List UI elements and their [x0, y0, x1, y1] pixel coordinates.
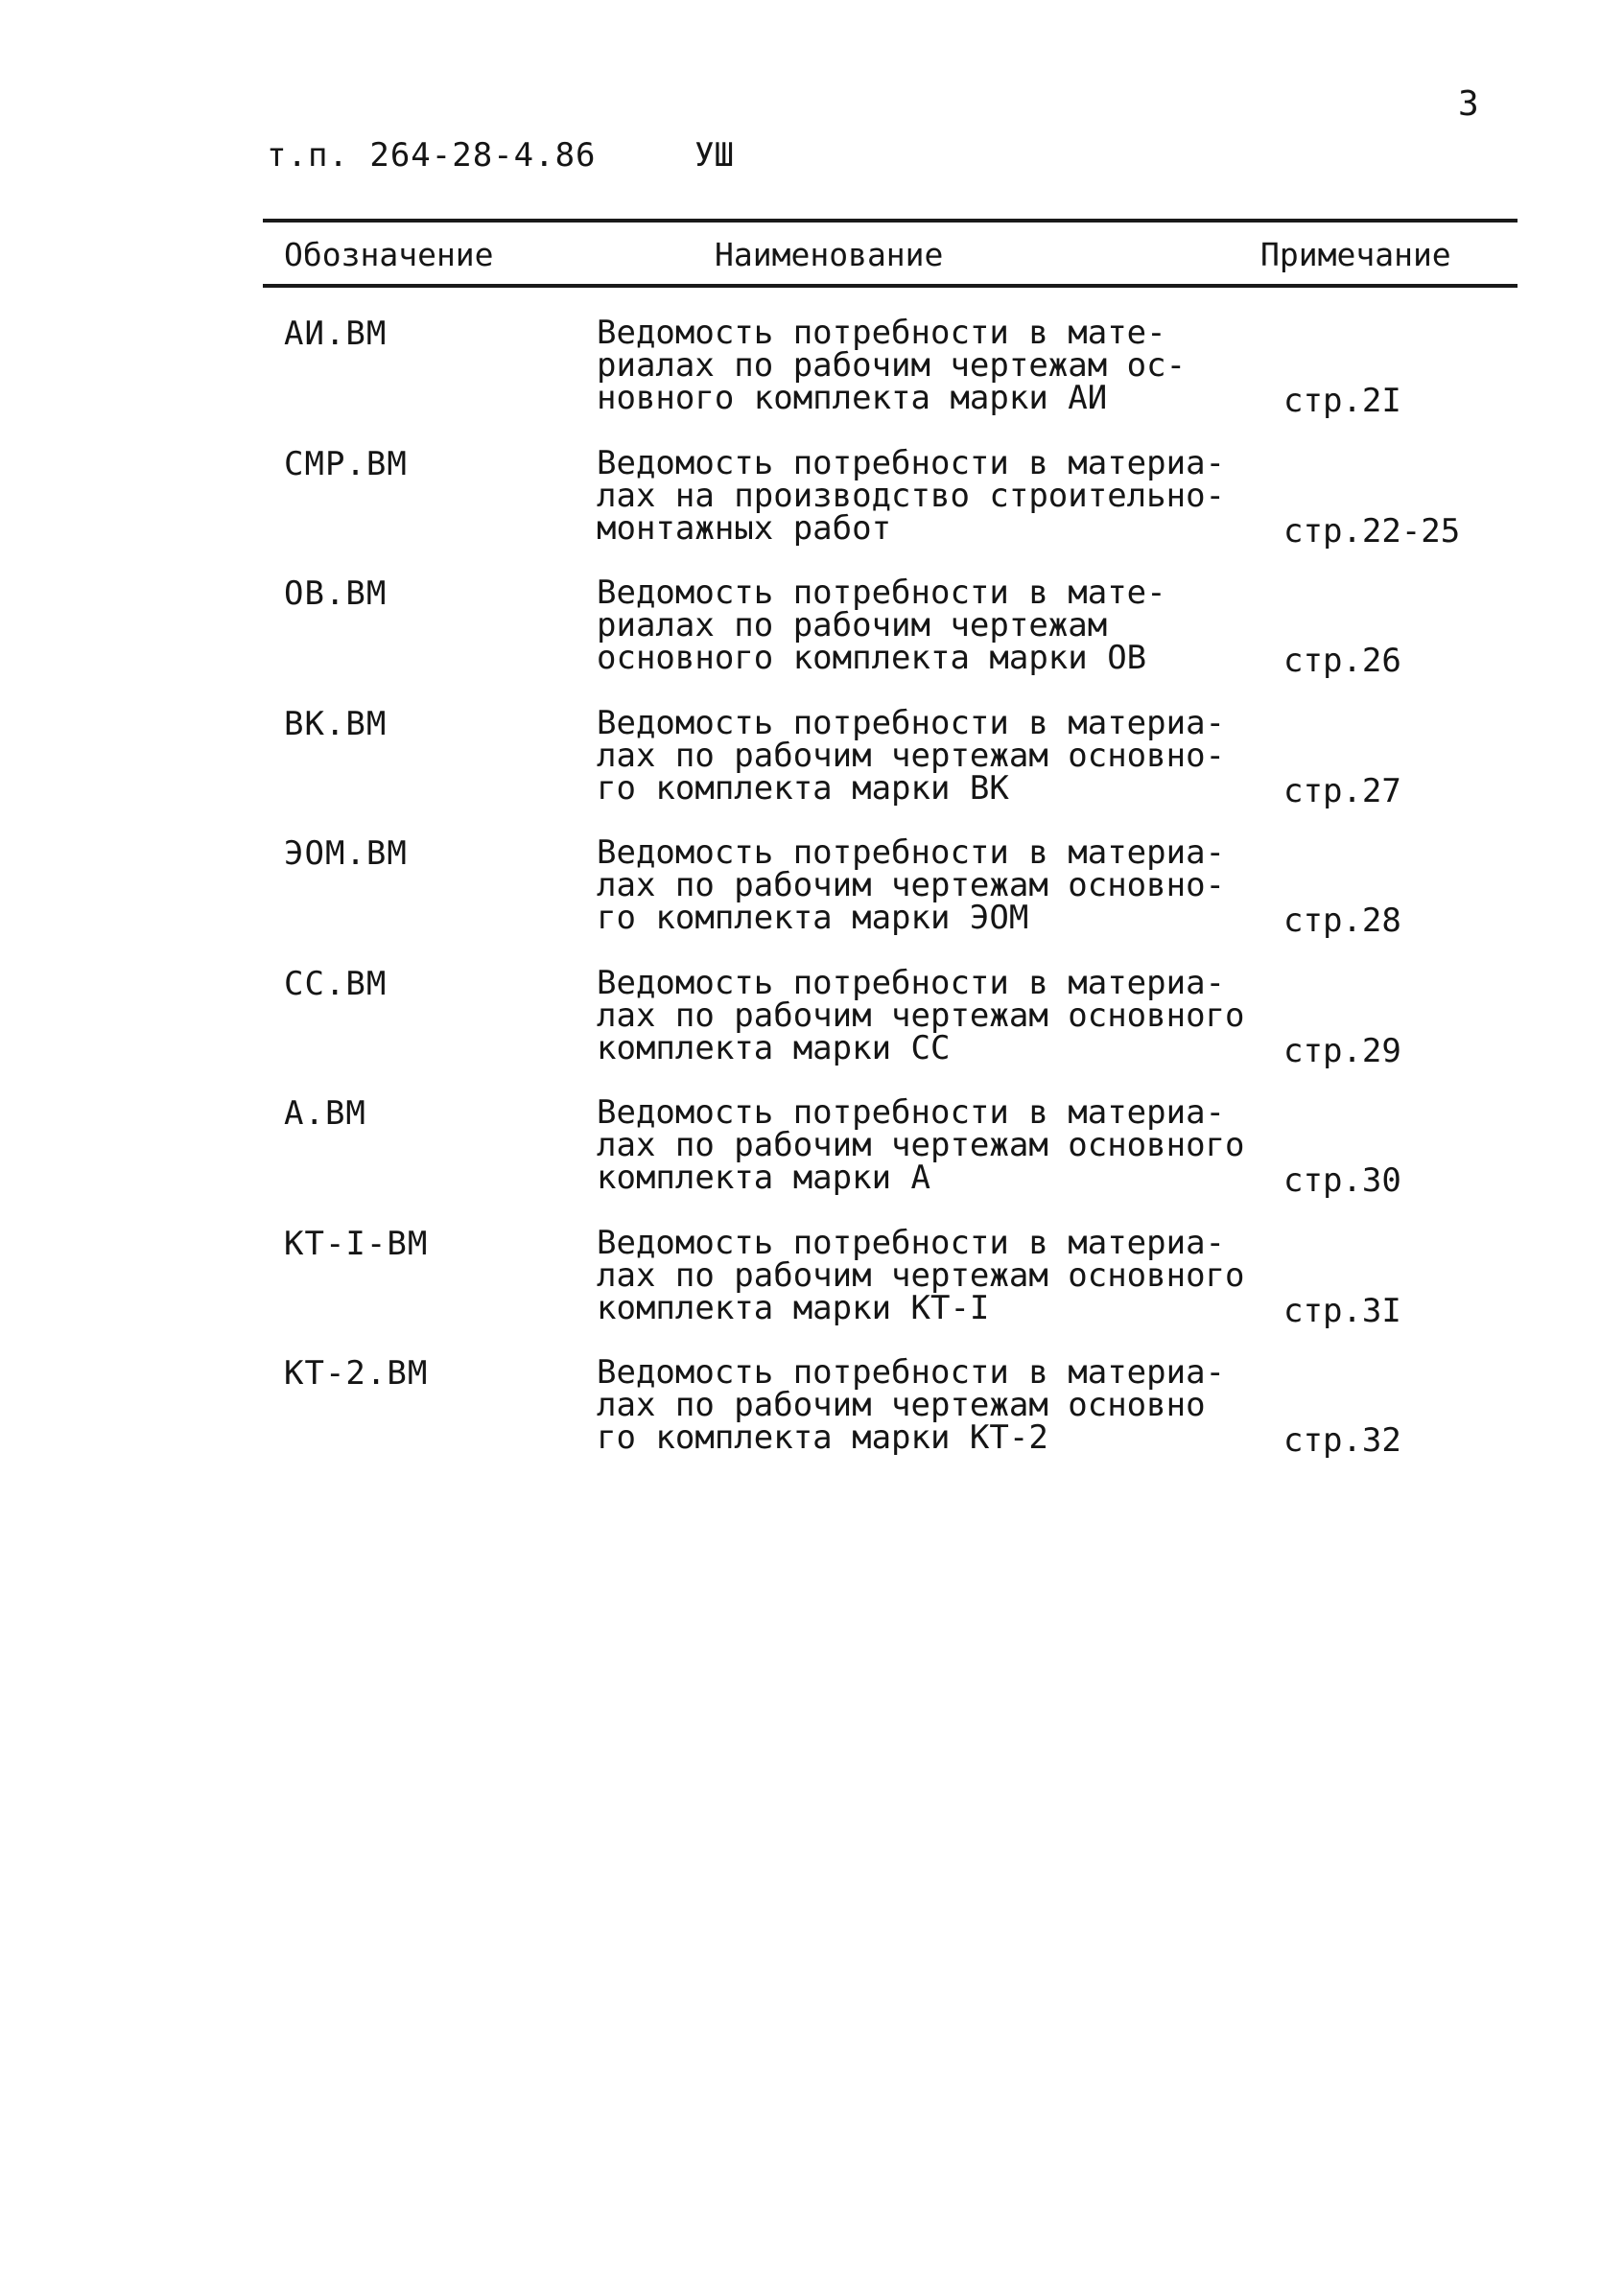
row-name-line: риалах по рабочим чертежам ос- [597, 346, 1187, 385]
table-row [0, 833, 1600, 967]
row-name-line: комплекта марки СС [597, 1028, 951, 1067]
row-name-line: Ведомость потребности в материа- [597, 1353, 1226, 1392]
row-name-line: Ведомость потребности в материа- [597, 703, 1226, 742]
row-name-line: лах по рабочим чертежам основно- [597, 736, 1226, 775]
row-name [597, 703, 1268, 808]
row-name [597, 1093, 1268, 1197]
row-note: стр.27 [1283, 771, 1401, 810]
row-note: стр.29 [1283, 1031, 1401, 1070]
row-code: СМР.ВМ [284, 444, 408, 483]
row-name [597, 314, 1268, 417]
row-code: ОВ.ВМ [284, 574, 388, 613]
table-row [0, 1353, 1600, 1487]
page-number: 3 [1458, 84, 1479, 124]
row-name-line: риалах по рабочим чертежам [597, 606, 1108, 644]
row-code: ЭОМ.ВМ [284, 834, 408, 873]
row-name [597, 1353, 1268, 1457]
row-name-line: лах на производство строительно- [597, 476, 1226, 515]
row-name-line: лах по рабочим чертежам основного [597, 1126, 1245, 1164]
row-code: КТ-I-ВМ [284, 1224, 429, 1263]
row-name-line: лах по рабочим чертежам основного [597, 1255, 1245, 1295]
row-name-line: лах по рабочим чертежам основно [597, 1386, 1206, 1424]
row-name [597, 963, 1268, 1067]
row-note: стр.30 [1283, 1161, 1401, 1200]
row-name-line: го комплекта марки ВК [597, 768, 1009, 808]
column-header-name: Наименование [715, 236, 944, 273]
row-name [597, 574, 1268, 677]
row-name [597, 443, 1268, 548]
table-row [0, 576, 1600, 707]
row-code: АИ.ВМ [284, 315, 388, 353]
row-name-line: комплекта марки КТ-I [597, 1288, 990, 1327]
row-name-line: го комплекта марки КТ-2 [597, 1418, 1048, 1457]
table-header-rule [263, 284, 1518, 288]
volume-number: УШ [694, 136, 734, 175]
row-name-line: лах по рабочим чертежам основного [597, 996, 1245, 1035]
row-name-line: основного комплекта марки ОВ [597, 639, 1147, 677]
row-name-line: комплекта марки А [597, 1159, 930, 1197]
row-note: стр.26 [1283, 642, 1401, 680]
row-name-line: лах по рабочим чертежам основно- [597, 866, 1226, 904]
row-name [597, 833, 1268, 937]
row-note: стр.28 [1283, 902, 1401, 940]
row-note: стр.2I [1283, 382, 1401, 420]
row-name-line: Ведомость потребности в мате- [597, 314, 1166, 352]
table-top-rule [263, 219, 1518, 223]
column-header-note: Примечание [1260, 236, 1451, 273]
table-row [0, 703, 1600, 837]
row-note: стр.32 [1283, 1421, 1401, 1460]
table-row [0, 1093, 1600, 1227]
row-code: КТ-2.ВМ [284, 1354, 429, 1393]
table-row [0, 316, 1600, 447]
table-body [0, 316, 1600, 1487]
row-name-line: новного комплекта марки АИ [597, 379, 1108, 417]
row-name-line: Ведомость потребности в материа- [597, 1223, 1226, 1262]
row-note: стр.22-25 [1283, 511, 1461, 551]
row-note: стр.3I [1283, 1291, 1401, 1330]
table-row [0, 1223, 1600, 1357]
row-name-line: го комплекта марки ЭОМ [597, 899, 1029, 937]
row-name-line: монтажных работ [597, 508, 892, 548]
row-name-line: Ведомость потребности в материа- [597, 963, 1226, 1002]
table-row [0, 963, 1600, 1097]
row-name-line: Ведомость потребности в материа- [597, 833, 1226, 872]
row-name [597, 1223, 1268, 1327]
table-row [0, 443, 1600, 577]
row-code: ВК.ВМ [284, 704, 388, 743]
row-name-line: Ведомость потребности в мате- [597, 574, 1166, 612]
row-code: А.ВМ [284, 1094, 366, 1133]
column-header-code: Обозначение [284, 236, 494, 273]
row-name-line: Ведомость потребности в материа- [597, 1093, 1226, 1132]
row-code: СС.ВМ [284, 964, 388, 1003]
row-name-line: Ведомость потребности в материа- [597, 443, 1226, 482]
document-code: т.п. 264-28-4.86 [267, 136, 597, 175]
